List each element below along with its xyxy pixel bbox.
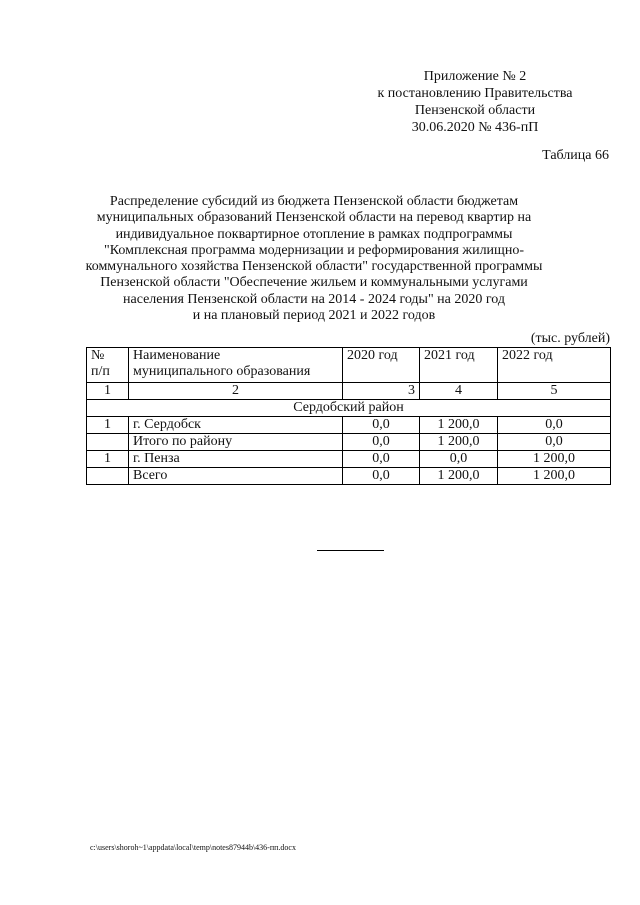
table-header-row	[87, 348, 611, 383]
row-name: Всего	[129, 468, 343, 485]
heading-line: населения Пензенской области на 2014 - 2024 годы" на 2020 год	[123, 291, 505, 307]
appendix-line: 30.06.2020 № 436-пП	[411, 120, 539, 135]
heading-line: "Комплексная программа модернизации и реформирования жилищно-	[104, 242, 524, 258]
appendix-block	[345, 68, 605, 136]
row-name: Итого по району	[129, 434, 343, 451]
heading-line: индивидуальное поквартирное отопление в рамках подпрограммы	[115, 226, 513, 242]
row-2020: 0,0	[343, 468, 420, 485]
row-2022: 0,0	[498, 417, 611, 434]
heading-line: и на плановый период 2021 и 2022 годов	[192, 308, 436, 324]
row-name: г. Пенза	[129, 451, 343, 468]
row-2021: 0,0	[420, 451, 498, 468]
col-number: 4	[420, 383, 498, 400]
col-number: 2	[129, 383, 343, 400]
row-num	[87, 468, 129, 485]
row-2022: 1 200,0	[498, 451, 611, 468]
table-row	[87, 434, 611, 451]
header-num	[87, 348, 129, 383]
header-name	[129, 348, 343, 383]
closing-rule	[317, 550, 384, 551]
row-num	[87, 434, 129, 451]
document-heading	[84, 194, 544, 324]
appendix-line: Приложение № 2	[423, 69, 527, 84]
col-number: 3	[343, 383, 420, 400]
header-2020: 2020 год	[343, 348, 420, 383]
heading-line: муниципальных образований Пензенской области на перевод квартир на	[96, 210, 532, 226]
column-number-row	[87, 383, 611, 400]
row-2021: 1 200,0	[420, 468, 498, 485]
header-name-line2: муниципального образования	[133, 364, 311, 379]
row-2022: 0,0	[498, 434, 611, 451]
appendix-line: к постановлению Правительства	[377, 86, 573, 101]
subsidy-table	[86, 347, 611, 485]
section-title: Сердобский район	[87, 400, 611, 417]
row-2020: 0,0	[343, 434, 420, 451]
file-path-footer: c:\users\shoroh~1\appdata\local\temp\notes87944b\436-пп.docx	[90, 843, 296, 852]
header-num-line2: п/п	[91, 364, 110, 379]
heading-line: Распределение субсидий из бюджета Пензенской области бюджетам	[109, 194, 519, 209]
table-number: Таблица 66	[542, 148, 609, 163]
table-row	[87, 468, 611, 485]
appendix-line: Пензенской области	[414, 103, 536, 118]
units-label: (тыс. рублей)	[530, 331, 610, 346]
col-number: 1	[87, 383, 129, 400]
row-name: г. Сердобск	[129, 417, 343, 434]
table-row	[87, 451, 611, 468]
header-2021: 2021 год	[420, 348, 498, 383]
heading-line: коммунального хозяйства Пензенской области" государственной программы	[85, 259, 543, 275]
row-2021: 1 200,0	[420, 417, 498, 434]
row-num: 1	[87, 451, 129, 468]
header-2022: 2022 год	[498, 348, 611, 383]
row-2022: 1 200,0	[498, 468, 611, 485]
row-2020: 0,0	[343, 451, 420, 468]
header-num-line1: №	[91, 348, 105, 363]
section-row	[87, 400, 611, 417]
row-2021: 1 200,0	[420, 434, 498, 451]
heading-line: Пензенской области "Обеспечение жильем и коммунальными услугами	[100, 275, 528, 291]
col-number: 5	[498, 383, 611, 400]
table-row	[87, 417, 611, 434]
row-num: 1	[87, 417, 129, 434]
header-name-line1: Наименование	[133, 348, 221, 363]
row-2020: 0,0	[343, 417, 420, 434]
